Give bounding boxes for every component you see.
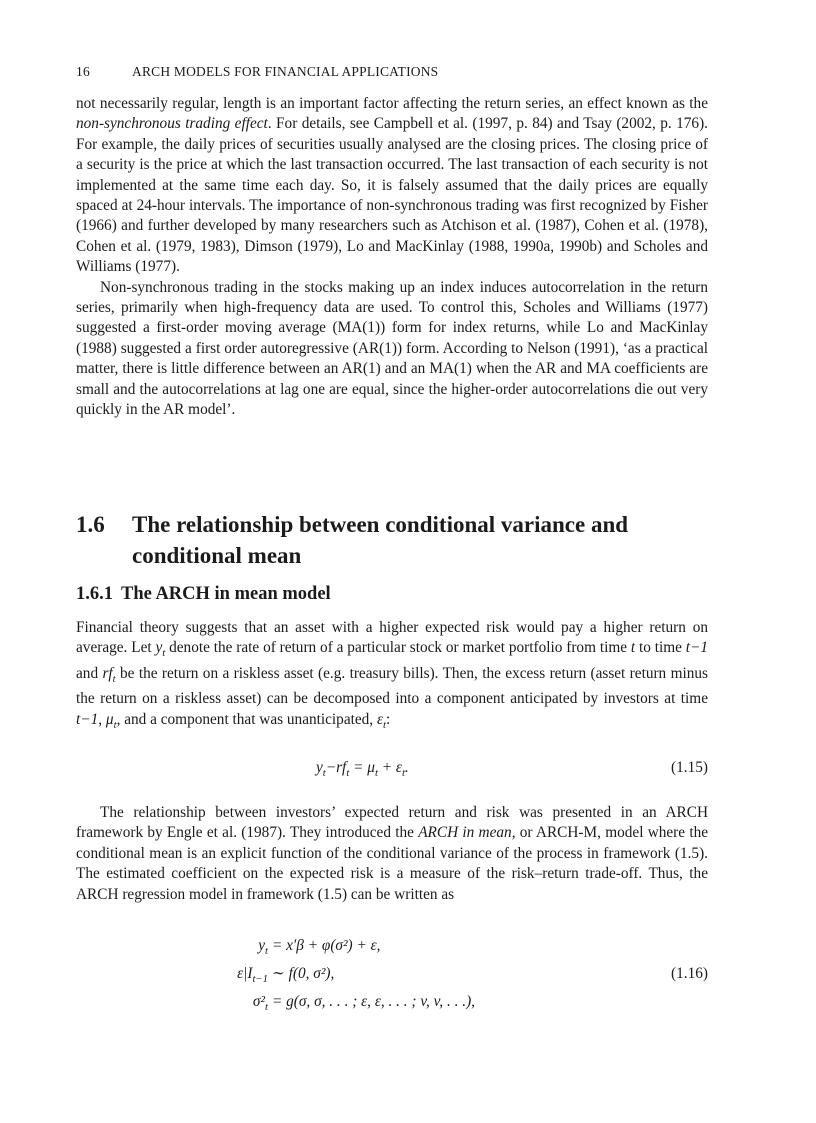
equation-number-1-15: (1.15) [671, 759, 708, 776]
equation-1-16-row-2 [76, 960, 708, 988]
body-text-lower [76, 803, 708, 905]
equation-1-16 [76, 932, 708, 1016]
paragraph-3 [76, 618, 708, 735]
para4-text-a: The relationship between investors’ expected return and risk was presented in an ARCH framework by Engle et al. (1987). They introduced the [76, 804, 708, 842]
eq116-row3-lhs: $\sigma^2_t$ [252, 993, 268, 1014]
running-title: ARCH MODELS FOR FINANCIAL APPLICATIONS [132, 64, 439, 79]
para3-text-e: be the return on a riskless asset (e.g. treasury bills). Then, the excess return (asset return minus the return on a riskless asset) can be decomposed into a component anticipated by investors at time [76, 664, 708, 708]
para3-text-g: , and a component that was unanticipated, [116, 710, 377, 728]
var-y: $y_t$ [155, 639, 166, 660]
para3-colon: : [385, 710, 391, 728]
eq116-row3-rhs: = g(σ, σ, . . . ; ε, ε, . . . ; v, v, . . .), [272, 993, 475, 1010]
section-title: The relationship between conditional variance and conditional mean [132, 512, 629, 568]
paragraph-2: Non-synchronous trading in the stocks making up an index induces autocorrelation in the return series, primarily when high-frequency data are used. To control this, Scholes and Williams (1977) suggested a first-order moving average (MA(1)) form for index returns, while Lo and MacKinlay (1988) suggested a first order autoregressive (AR(1)) form. According to Nelson (1991), ‘as a practical matter, there is little difference between an AR(1) and an MA(1) when the AR and MA coefficients are small and the autocorrelations at lag one are equal, since the higher-order autocorrelations die out very quickly in the AR model’. [76, 278, 708, 419]
section-heading [76, 509, 692, 571]
var-mu: $\mu_t$ [105, 710, 117, 731]
paragraph-1 [76, 94, 708, 278]
para3-text-c: to time [635, 639, 686, 657]
para3-text-a: Financial theory suggests that an asset with a higher expected risk would pay a higher return on average. Let [76, 619, 708, 657]
eq116-row2-rhs: ∼ f(0, σ²), [272, 965, 335, 982]
eq116-row1-rhs: = x′β + φ(σ²) + ε, [272, 937, 381, 954]
body-text-mid [76, 618, 708, 735]
equation-number-1-16: (1.16) [671, 965, 708, 982]
equation-1-16-row-1 [76, 932, 708, 960]
subsection-number: 1.6.1 [76, 584, 113, 604]
paragraph-4 [76, 803, 708, 905]
var-rf: $rf_t$ [102, 664, 116, 685]
para3-comma: , [98, 710, 106, 728]
eq116-row1-lhs: $y_t$ [258, 937, 268, 958]
eq116-row2-lhs: $\varepsilon|I_{t-1}$ [237, 965, 268, 986]
subsection-heading [76, 582, 331, 606]
body-text-top [76, 94, 708, 421]
page-number: 16 [76, 64, 90, 79]
equation-1-16-row-3 [76, 988, 708, 1016]
para3-text-b: denote the rate of return of a particular stock or market portfolio from time [165, 639, 631, 657]
para4-emphasis: ARCH in mean [418, 824, 512, 842]
para4-text-b: , or ARCH-M, model where the conditional mean is an explicit function of the conditional variance of the process in framework (1.5). The estimated coefficient on the expected risk is a measure of the risk–return trade-off. Thus, the ARCH regression model in framework (1.5) can be written as [76, 824, 709, 903]
var-t-minus-1-b: t−1 [76, 710, 99, 728]
subsection-title: The ARCH in mean model [121, 584, 331, 604]
section-number: 1.6 [76, 512, 105, 537]
para1-text-a: not necessarily regular, length is an important factor affecting the return series, an effect known as the [76, 95, 708, 112]
equation-1-15-body: $y_t-rf_t = \mu_t + \varepsilon_t$. [316, 759, 409, 780]
para1-text-b: . For details, see Campbell et al. (1997, p. 84) and Tsay (2002, p. 176). For example, the daily prices of securities usually analysed are the closing prices. The closing price of a security is the price at which the last transaction occurred. The last transaction of each security is not implemented at the same time each day. So, it is falsely assumed that the daily prices are equally spaced at 24-hour intervals. The importance of non-synchronous trading was first recognized by Fisher (1966) and further developed by many researchers such as Atchison et al. (1987), Cohen et al. (1978), Cohen et al. (1979, 1983), Dimson (1979), Lo and MacKinlay (1988, 1990a, 1990b) and Scholes and Williams (1977). [76, 115, 708, 276]
var-t: t [630, 639, 636, 657]
para3-text-d: and [76, 664, 103, 682]
para1-emphasis: non-synchronous trading effect [76, 115, 268, 133]
running-header [76, 64, 438, 80]
var-eps: $\varepsilon_t$ [376, 710, 386, 731]
var-t-minus-1: t−1 [685, 639, 709, 657]
